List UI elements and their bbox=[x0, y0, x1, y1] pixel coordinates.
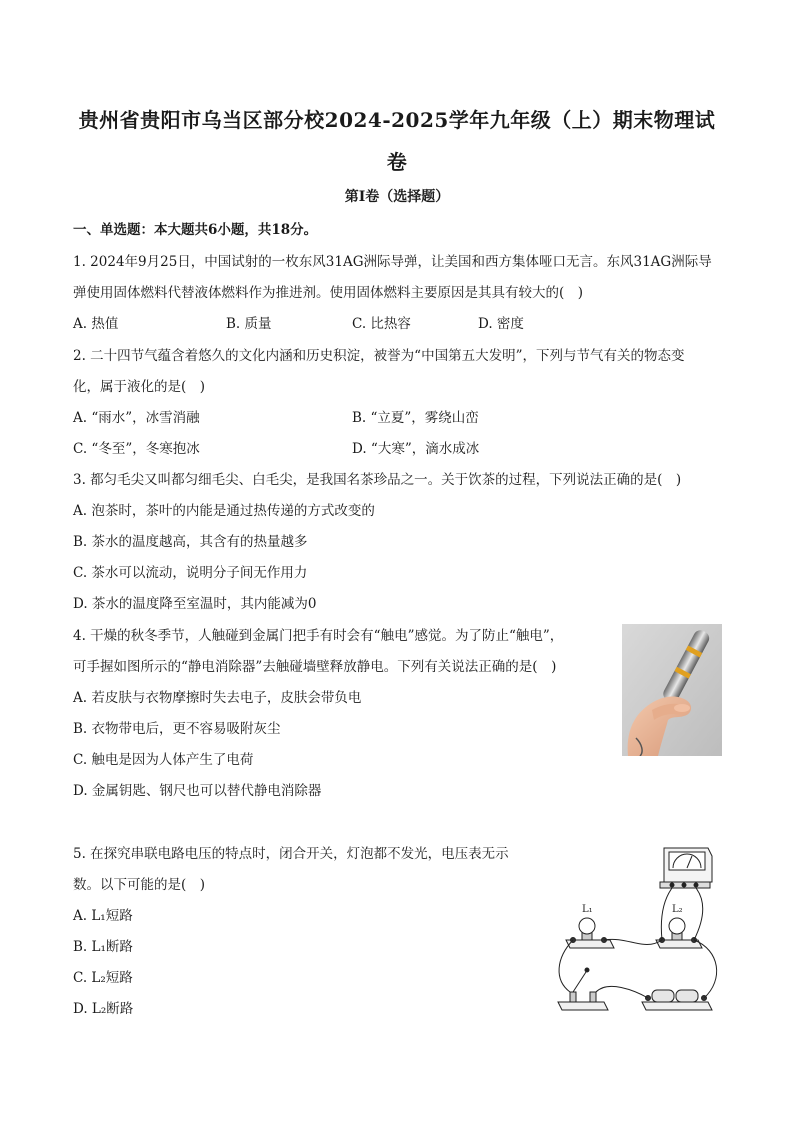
battery bbox=[642, 990, 712, 1010]
question-4-line-2: 可手握如图所示的“静电消除器”去触碰墙壁释放静电。下列有关说法正确的是( ) bbox=[73, 659, 557, 675]
question-4-option-a: A. 若皮肤与衣物摩擦时失去电子，皮肤会带负电 bbox=[73, 690, 362, 706]
question-3-option-a: A. 泡茶时，茶叶的内能是通过热传递的方式改变的 bbox=[73, 503, 375, 519]
exam-title-line1: 贵州省贵阳市乌当区部分校2024-2025学年九年级（上）期末物理试 bbox=[78, 108, 716, 132]
static-eliminator-photo bbox=[622, 624, 722, 756]
question-3-line-1: 3. 都匀毛尖又叫都匀细毛尖、白毛尖，是我国名茶珍品之一。关于饮茶的过程，下列说法正确的是( ) bbox=[73, 472, 682, 488]
question-1-option-c: C. 比热容 bbox=[352, 316, 411, 332]
question-2-line-2: 化，属于液化的是( ) bbox=[73, 379, 206, 395]
question-4-option-b: B. 衣物带电后，更不容易吸附灰尘 bbox=[73, 721, 281, 737]
question-2-option-a: A. “雨水”，冰雪消融 bbox=[73, 410, 200, 426]
question-4-option-c: C. 触电是因为人体产生了电荷 bbox=[73, 752, 254, 768]
question-2-option-d: D. “大寒”，滴水成冰 bbox=[352, 441, 480, 457]
question-5-line-2: 数。以下可能的是( ) bbox=[73, 877, 206, 893]
question-2-line-1: 2. 二十四节气蕴含着悠久的文化内涵和历史积淀，被誉为“中国第五大发明”，下列与节气有关的物态变 bbox=[73, 348, 685, 364]
question-3-option-d: D. 茶水的温度降至室温时，其内能减为0 bbox=[73, 596, 317, 612]
section-title: 第I卷（选择题） bbox=[344, 189, 450, 205]
exam-title-line2: 卷 bbox=[386, 150, 408, 174]
question-1-line-1: 1. 2024年9月25日，中国试射的一枚东风31AG洲际导弹，让美国和西方集体哑口无言。东风31AG洲际导 bbox=[73, 254, 712, 270]
question-5-option-b: B. L₁断路 bbox=[73, 939, 133, 955]
bulb-l1 bbox=[566, 918, 614, 948]
bulb-l1-label: L₁ bbox=[582, 904, 593, 915]
bulb-l2-label: L₂ bbox=[672, 904, 683, 915]
question-5-line-1: 5. 在探究串联电路电压的特点时，闭合开关，灯泡都不发光，电压表无示 bbox=[73, 846, 509, 862]
question-2-option-b: B. “立夏”，雾绕山峦 bbox=[352, 410, 479, 426]
question-3-option-c: C. 茶水可以流动，说明分子间无作用力 bbox=[73, 565, 308, 581]
question-4-option-d: D. 金属钥匙、钢尺也可以替代静电消除器 bbox=[73, 783, 322, 799]
bulb-l2 bbox=[656, 918, 702, 948]
question-4-line-1: 4. 干燥的秋冬季节，人触碰到金属门把手有时会有“触电”感觉。为了防止“触电”， bbox=[73, 628, 564, 644]
question-1-option-b: B. 质量 bbox=[226, 316, 272, 332]
question-5-option-c: C. L₂短路 bbox=[73, 970, 133, 986]
part-heading: 一、单选题：本大题共6小题，共18分。 bbox=[73, 222, 318, 238]
question-5-option-a: A. L₁短路 bbox=[73, 908, 133, 924]
series-circuit-figure bbox=[548, 840, 734, 1020]
question-3-option-b: B. 茶水的温度越高，其含有的热量越多 bbox=[73, 534, 308, 550]
question-5-option-d: D. L₂断路 bbox=[73, 1001, 134, 1017]
question-2-option-c: C. “冬至”，冬寒抱冰 bbox=[73, 441, 200, 457]
question-1-line-2: 弹使用固体燃料代替液体燃料作为推进剂。使用固体燃料主要原因是其具有较大的( ) bbox=[73, 285, 584, 301]
question-1-option-a: A. 热值 bbox=[73, 316, 119, 332]
voltmeter bbox=[660, 848, 712, 888]
question-1-option-d: D. 密度 bbox=[478, 316, 524, 332]
